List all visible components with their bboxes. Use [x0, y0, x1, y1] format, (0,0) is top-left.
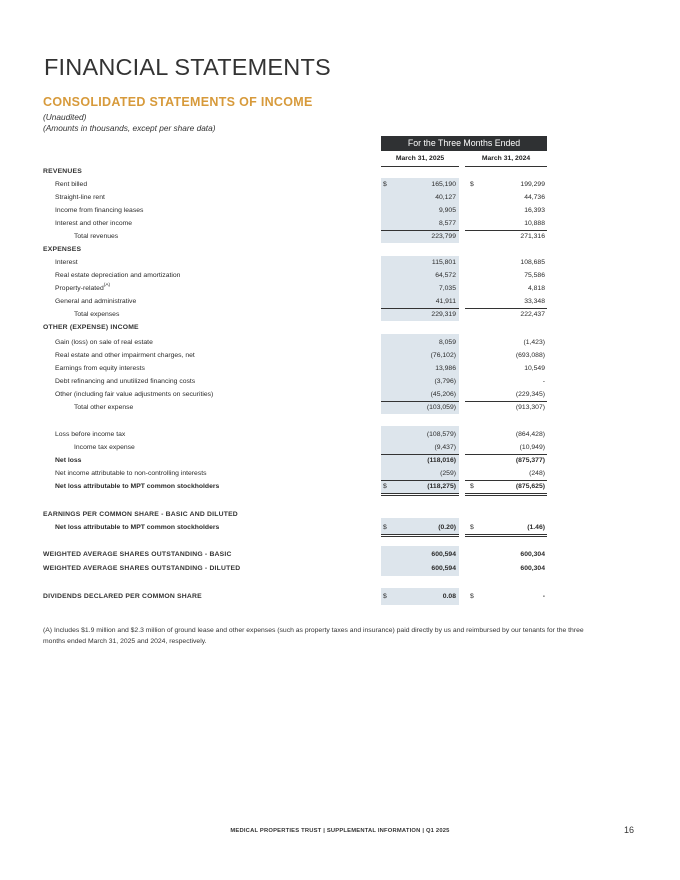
value-2025: 0.08 [442, 593, 456, 600]
subtitle-amounts: (Amounts in thousands, except per share data) [43, 123, 216, 133]
row-revenues-header [0, 165, 680, 178]
double-rule-2025 [381, 493, 459, 496]
double-rule-eps-2024 [465, 534, 547, 537]
row-equity-interests [0, 362, 680, 375]
row-eps-header [0, 508, 680, 521]
value-2025: 223,799 [431, 233, 456, 240]
value-2024: 10,888 [524, 220, 545, 227]
currency-symbol: $ [383, 181, 387, 188]
section-title: CONSOLIDATED STATEMENTS OF INCOME [43, 95, 313, 109]
row-label: Net loss attributable to MPT common stockholders [55, 524, 220, 531]
row-label: WEIGHTED AVERAGE SHARES OUTSTANDING - BASIC [43, 551, 232, 558]
value-2024: 600,304 [520, 551, 545, 558]
double-rule-2024 [465, 493, 547, 496]
value-2024: 199,299 [520, 181, 545, 188]
row-label: General and administrative [55, 298, 137, 305]
row-label: Straight-line rent [55, 194, 105, 201]
row-label: Total other expense [74, 404, 134, 411]
value-2025: 64,572 [435, 272, 456, 279]
row-label: Real estate depreciation and amortization [55, 272, 181, 279]
row-label: Debt refinancing and unutilized financing costs [55, 378, 196, 385]
row-label: Gain (loss) on sale of real estate [55, 339, 153, 346]
row-label: Income from financing leases [55, 207, 144, 214]
value-2024: - [542, 378, 545, 385]
value-2025: (118,275) [427, 483, 456, 490]
row-dividends [0, 590, 680, 603]
value-2025: 229,319 [431, 311, 456, 318]
value-2024: 10,549 [524, 365, 545, 372]
currency-symbol: $ [470, 593, 474, 600]
value-2024: 108,685 [520, 259, 545, 266]
value-2024: (864,428) [515, 431, 545, 438]
row-general-administrative [0, 295, 680, 308]
row-eps-net-loss [0, 521, 680, 534]
row-shares-basic [0, 548, 680, 561]
row-label: Total expenses [74, 311, 120, 318]
value-2025: 9,905 [438, 207, 456, 214]
row-total-revenues [0, 230, 680, 243]
currency-symbol: $ [470, 181, 474, 188]
value-2024: (913,307) [515, 404, 545, 411]
value-2025: (3,796) [434, 378, 456, 385]
row-expenses-header [0, 243, 680, 256]
value-2025: (9,437) [434, 444, 456, 451]
row-net-loss-mpt [0, 480, 680, 493]
value-2024: 75,586 [524, 272, 545, 279]
value-2025: 8,059 [438, 339, 456, 346]
value-2024: 33,348 [524, 298, 545, 305]
row-label: EARNINGS PER COMMON SHARE - BASIC AND DILUTED [43, 511, 238, 518]
row-label: WEIGHTED AVERAGE SHARES OUTSTANDING - DILUTED [43, 565, 241, 572]
value-2025: (108,579) [426, 431, 456, 438]
value-2025: 115,801 [431, 259, 456, 266]
value-2024: 16,393 [524, 207, 545, 214]
row-loss-before-tax [0, 428, 680, 441]
value-2024: 44,736 [524, 194, 545, 201]
value-2024: 600,304 [520, 565, 545, 572]
row-debt-refinancing [0, 375, 680, 388]
footnote: (A) Includes $1.9 million and $2.3 million of ground lease and other expenses (such as property taxes and insurance) paid directly by us and reimbursed by our tenants for the three months ended March 31, 2025 and 2024, respectively. [43, 627, 584, 645]
row-label: Interest [55, 259, 78, 266]
value-2024: (875,625) [515, 483, 545, 490]
row-net-loss [0, 454, 680, 467]
value-2025: (76,102) [430, 352, 456, 359]
row-interest [0, 256, 680, 269]
column-header-2024: March 31, 2024 [481, 155, 531, 162]
value-2025: (259) [440, 470, 456, 477]
value-2025: (103,059) [426, 404, 456, 411]
value-2025: (118,016) [427, 457, 456, 464]
row-impairment-charges [0, 349, 680, 362]
currency-symbol: $ [383, 593, 387, 600]
value-2024: 222,437 [520, 311, 545, 318]
value-2025: (0.20) [438, 524, 456, 531]
page-title: FINANCIAL STATEMENTS [44, 54, 331, 80]
value-2024: 271,316 [520, 233, 545, 240]
row-label: Net loss attributable to MPT common stockholders [55, 483, 220, 490]
value-2025: 13,986 [435, 365, 456, 372]
row-label: OTHER (EXPENSE) INCOME [43, 324, 139, 331]
value-2024: 4,818 [527, 285, 545, 292]
value-2025: 8,577 [438, 220, 456, 227]
row-label: Rent billed [55, 181, 88, 188]
row-other-fair-value [0, 388, 680, 401]
currency-symbol: $ [470, 483, 474, 490]
row-non-controlling [0, 467, 680, 480]
row-financing-leases [0, 204, 680, 217]
row-income-tax [0, 441, 680, 454]
row-depreciation [0, 269, 680, 282]
value-2024: (10,949) [519, 444, 545, 451]
value-2025: 600,594 [431, 565, 456, 572]
row-rent-billed [0, 178, 680, 191]
row-label: Other (including fair value adjustments on securities) [55, 391, 214, 398]
row-label: Net loss [55, 457, 82, 464]
row-label: Income tax expense [74, 444, 135, 451]
row-label: Earnings from equity interests [55, 365, 145, 372]
double-rule-eps-2025 [381, 534, 459, 537]
row-interest-other-income [0, 217, 680, 230]
value-2025: 41,911 [435, 298, 456, 305]
currency-symbol: $ [383, 483, 387, 490]
page-footer: MEDICAL PROPERTIES TRUST | SUPPLEMENTAL INFORMATION | Q1 2025 [230, 828, 450, 834]
column-group-header: For the Three Months Ended [381, 136, 547, 151]
currency-symbol: $ [470, 524, 474, 531]
page-number: 16 [624, 825, 635, 835]
row-other-income-header [0, 321, 680, 334]
row-label: EXPENSES [43, 246, 82, 253]
row-gain-loss-sale [0, 336, 680, 349]
row-label-wrap [55, 282, 110, 295]
currency-symbol: $ [383, 524, 387, 531]
row-label: Real estate and other impairment charges, net [55, 352, 195, 359]
row-label: REVENUES [43, 168, 82, 175]
value-2025: 165,190 [431, 181, 456, 188]
footnote-marker: (A) [103, 283, 111, 288]
row-label: Property-related [55, 285, 104, 292]
row-label: DIVIDENDS DECLARED PER COMMON SHARE [43, 593, 202, 600]
value-2024: (875,377) [515, 457, 545, 464]
row-label: Interest and other income [55, 220, 133, 227]
value-2024: (248) [529, 470, 545, 477]
subtitle-unaudited: (Unaudited) [43, 112, 87, 122]
row-label: Loss before income tax [55, 431, 126, 438]
row-property-related [0, 282, 680, 295]
value-2025: 7,035 [438, 285, 456, 292]
value-2025: 600,594 [431, 551, 456, 558]
value-2025: 40,127 [435, 194, 456, 201]
row-straight-line-rent [0, 191, 680, 204]
value-2024: (229,345) [515, 391, 545, 398]
row-label: Net income attributable to non-controlling interests [55, 470, 207, 477]
column-header-2025: March 31, 2025 [395, 155, 445, 162]
value-2025: (45,206) [430, 391, 456, 398]
value-2024: - [542, 593, 545, 600]
value-2024: (1,423) [523, 339, 545, 346]
row-total-expenses [0, 308, 680, 321]
value-2024: (1.46) [527, 524, 545, 531]
row-total-other-expense [0, 401, 680, 414]
row-label: Total revenues [74, 233, 119, 240]
row-shares-diluted [0, 562, 680, 575]
value-2024: (693,088) [515, 352, 545, 359]
